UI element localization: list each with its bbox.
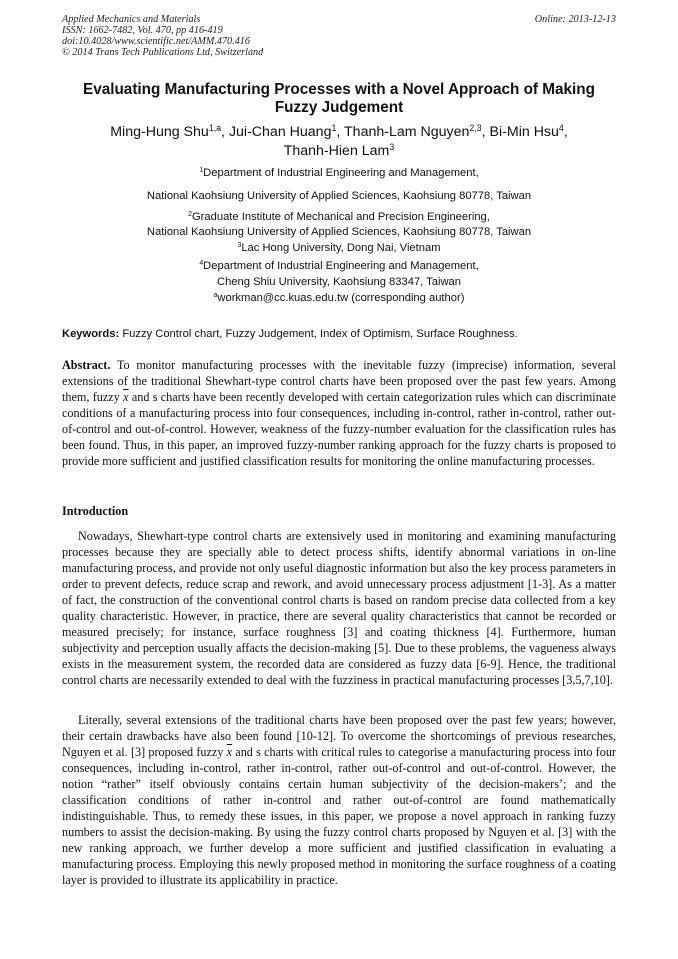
journal-header (62, 14, 616, 58)
affiliation-sup: 1 (199, 167, 204, 175)
affiliation-1-line2: National Kaohsiung University of Applied Sciences, Kaohsiung 80778, Taiwan (146, 190, 532, 202)
affiliation-sup: 3 (237, 242, 242, 250)
paragraph-text: and s charts with critical rules to categorise a manufacturing process into four consequences, including in-control, rather in-control, rather out-of-control and out-of-control. However, the notion “rather” itself obviously contains certain human subjectivity of the decision-makers’; and the classification conditions of rather in-control and rather out-of-control are found mathematically indistinguishable. Thus, to remedy these issues, in this paper, we propose a novel approach in ranking fuzzy numbers to assist the decision-making. By using the fuzzy control charts proposed by Nguyen et al. [3] with the new ranking approach, we further develop a more sufficient and justified classification in evaluating a manufacturing process. Employing this newly proposed method in monitoring the surface roughness of a coating layer is provided to illustrate its applicability in practice. (62, 745, 616, 887)
author-name: Ming-Hung Shu (110, 124, 209, 140)
email-sup: a (213, 292, 218, 300)
abstract (62, 357, 616, 469)
journal-name: Applied Mechanics and Materials (62, 14, 201, 25)
keywords-text: Fuzzy Control chart, Fuzzy Judgement, Index of Optimism, Surface Roughness. (122, 328, 518, 340)
intro-paragraph-2 (62, 712, 616, 888)
keywords-label: Keywords: (62, 328, 120, 340)
corresponding-email (62, 291, 616, 305)
affiliation-4-line1 (62, 259, 616, 273)
author-name: Jui-Chan Huang (228, 124, 332, 140)
affiliation-1-line1 (62, 166, 616, 180)
abstract-text: and s charts have been recently developed with certain categorization rules which can discriminate conditions of a manufacturing process into four consequences, including in-control, rather in-control, rather out-of-control and out-of-control. However, weakness of the fuzzy-number evaluation for the classification rules has been found. Thus, in this paper, an improved fuzzy-number ranking approach for the fuzzy charts is proposed to provide more sufficient and justified classification results for monitoring the online manufacturing processes. (62, 390, 616, 468)
author-name: Thanh-Lam Nguyen (344, 124, 470, 140)
keywords (62, 327, 616, 341)
author-sup: 1 (331, 123, 337, 134)
intro-paragraph-1: Nowadays, Shewhart-type control charts are extensively used in monitoring and examining manufacturing processes because they are specially able to detect process shifts, identify abnormal variations in on-line manufacturing process, and provide not only useful diagnostic information but also the key process parameters in order to prevent defects, reduce scrap and rework, and avoid unnecessary process adjustment [1-3]. As a matter of fact, the construction of the conventional control charts is based on random precise data collected from a key quality characteristic. However, in practice, there are several quality characteristics that cannot be recorded or measured precisely; for instance, surface roughness [3] and coating thickness [4]. Furthermore, human subjectivity and perception usually affacts the decision-making [5]. Due to these problems, the vagueness always exists in the measurement system, the recorded data are considered as fuzzy data [6-9]. Hence, the traditional control charts are necessarily extended to deal with the fuzziness in practical manufacturing processes [3,5,7,10]. (62, 529, 616, 687)
xbar-symbol: $\overline{x}$ (123, 390, 129, 404)
affiliation-text: Department of Industrial Engineering and Management, (203, 260, 479, 272)
author-name: Thanh-Hien Lam (283, 143, 390, 159)
affiliation-text: Department of Industrial Engineering and Management, (203, 167, 479, 179)
affiliation-text: Lac Hong University, Dong Nai, Vietnam (241, 242, 441, 254)
doi-line: doi:10.4028/www.scientific.net/AMM.470.416 (62, 36, 250, 47)
paragraph-text: Literally, several extensions of the traditional charts have been proposed over the past few years; however, their certain drawbacks have also been found [10-12]. To overcome the shortcomings of previous researches, Nguyen et al. [3] proposed fuzzy (62, 713, 616, 759)
affiliation-sup: 2 (188, 211, 192, 219)
affiliation-4-line2: Cheng Shiu University, Kaohsiung 83347, Taiwan (217, 276, 461, 288)
email-text: workman@cc.kuas.edu.tw (corresponding author) (217, 292, 465, 304)
section-heading-introduction: Introduction (62, 504, 129, 518)
affiliation-2-line1 (62, 210, 616, 224)
author-sup: 3 (389, 142, 395, 153)
affiliation-2-line2: National Kaohsiung University of Applied Sciences, Kaohsiung 80778, Taiwan (146, 226, 532, 238)
xbar-symbol: $\overline{x}$ (226, 745, 233, 759)
author-list: Ming-Hung Shu$^{1,a}$, Jui-Chan Huang$^1$, Thanh-Lam Nguyen$^{2,3}$, Bi-Min Hsu$^4$, Thanh-Hien Lam$^3$ (110, 123, 568, 159)
online-date: Online: 2013-12-13 (534, 14, 616, 25)
abstract-label: Abstract. (62, 358, 111, 372)
issn-line: ISSN: 1662-7482, Vol. 470, pp 416-419 (62, 25, 223, 36)
abstract-text: To monitor manufacturing processes with the inevitable fuzzy (imprecise) information, several extensions of the traditional Shewhart-type control charts have been proposed over the past few years. Among them, fuzzy (62, 358, 617, 404)
affiliation-sup: 4 (199, 260, 204, 268)
author-sup: 2,3 (469, 123, 482, 134)
author-sup: 1,a (208, 123, 222, 134)
affiliation-text: Graduate Institute of Mechanical and Precision Engineering, (191, 211, 490, 223)
copyright-line: © 2014 Trans Tech Publications Ltd, Switzerland (62, 47, 264, 58)
author-name: Bi-Min Hsu (489, 124, 559, 140)
affiliation-3-line1 (62, 241, 616, 255)
author-sup: 4 (558, 123, 564, 134)
paper-title: Evaluating Manufacturing Processes with a Novel Approach of Making Fuzzy Judgement (83, 81, 595, 116)
